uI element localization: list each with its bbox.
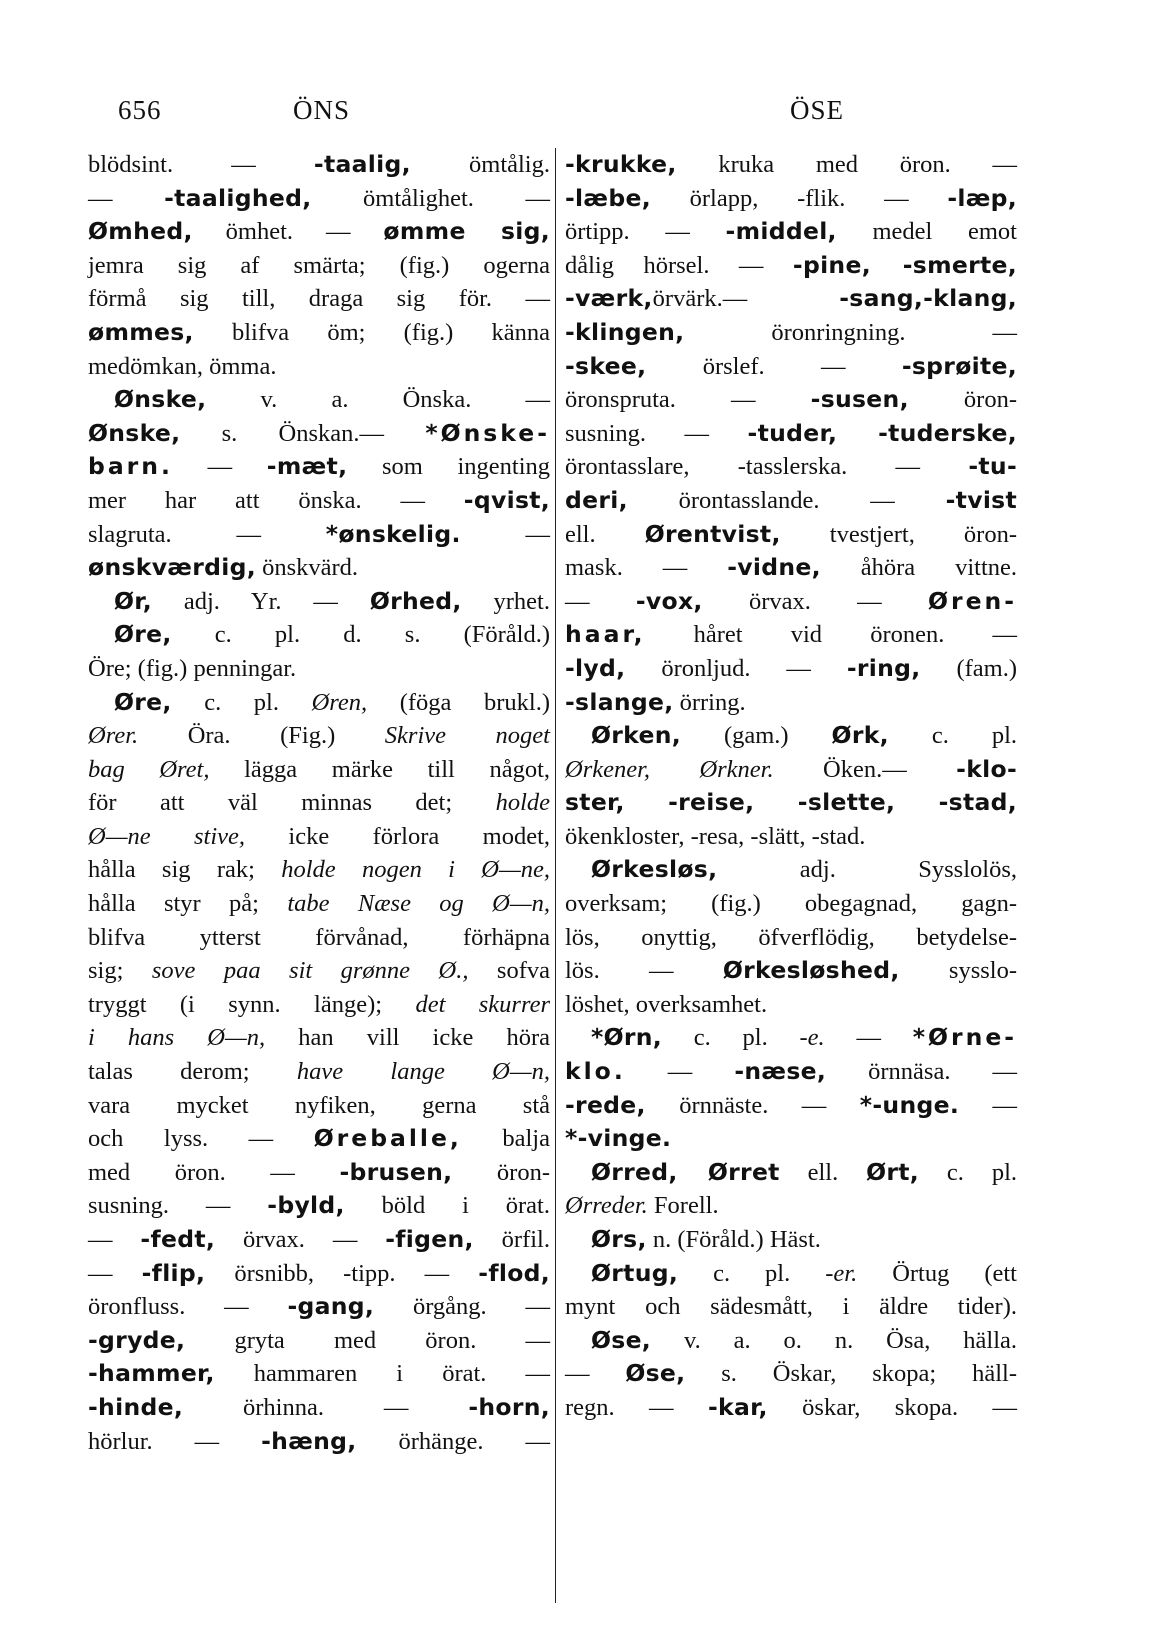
text-line [565, 686, 1017, 720]
headword: -klingen, [565, 317, 685, 346]
text-line [565, 1156, 1017, 1190]
definition-text: örhinna. — [183, 1393, 469, 1421]
text-line [565, 148, 1017, 182]
definition-text: overksam; (fig.) obegagnad, gagn- [565, 890, 1017, 918]
headword: *Ønske- [425, 418, 550, 447]
definition-text: örslef. — [646, 352, 902, 380]
headword: Ønske, [114, 385, 207, 414]
example-phrase: i hans Ø—n, [88, 1024, 266, 1052]
headword: Ønske, [88, 418, 181, 447]
text-line [88, 450, 550, 484]
text-line [565, 215, 1017, 249]
definition-text: — [824, 1024, 913, 1052]
definition-text: mask. — [565, 554, 728, 582]
definition-text: örgång. — [374, 1293, 550, 1321]
example-phrase: holde [495, 789, 550, 817]
text-line [88, 350, 550, 384]
text-line [88, 1223, 550, 1257]
text-line [565, 1223, 1017, 1257]
definition-text: — [565, 1360, 626, 1388]
text-line [88, 887, 550, 921]
page-header [118, 95, 1058, 135]
definition-text: (föga brukl.) [367, 688, 550, 716]
definition-text: Forell. [647, 1192, 719, 1220]
headword: -taalig, [313, 150, 411, 178]
definition-text: — [565, 587, 636, 615]
definition-text: — [88, 1259, 142, 1287]
definition-text: lös. — [565, 957, 723, 985]
text-line [88, 249, 550, 283]
text-line [88, 1156, 550, 1190]
text-line [88, 652, 550, 686]
definition-text: adj. Sysslolös, [717, 856, 1017, 884]
headword: Ørken, [591, 721, 681, 750]
definition-text: kruka med öron. — [676, 151, 1017, 178]
text-line [88, 954, 550, 988]
text-line [565, 1021, 1017, 1055]
text-line [565, 618, 1017, 652]
definition-text: blifva ytterst förvånad, förhäpna [88, 923, 550, 951]
definition-text: åhöra vittne. [820, 554, 1018, 582]
text-line [565, 921, 1017, 955]
headword: -taalighed, [164, 183, 312, 212]
headword: -læbe, [565, 183, 651, 212]
text-line [565, 988, 1017, 1022]
definition-text: medömkan, ömma. [88, 352, 277, 380]
definition-text: lägga märke till något, [209, 755, 551, 783]
headword: -tvist [945, 485, 1017, 514]
headword: -flip, [141, 1258, 206, 1287]
definition-text: — [88, 1226, 141, 1253]
text-line [88, 484, 550, 518]
definition-text: ökenkloster, -resa, -slätt, -stad. [565, 822, 866, 850]
headword: Ørs, [591, 1225, 647, 1253]
definition-text: n. (Föråld.) Häst. [646, 1226, 821, 1253]
left-column [88, 148, 550, 1458]
definition-text: ömhet. — [192, 218, 384, 246]
text-line [565, 1391, 1017, 1425]
headword: -læp, [947, 183, 1017, 212]
definition-text: balja [461, 1125, 550, 1153]
definition-text: tryggt (i synn. länge); [88, 990, 416, 1018]
headword: Øreballe, [313, 1124, 462, 1153]
text-line [88, 786, 550, 820]
right-column [565, 148, 1017, 1425]
text-line [88, 1324, 550, 1358]
definition-text: öronljud. — [625, 654, 847, 682]
definition-text: örontasslare, -tasslerska. — [565, 453, 969, 481]
headword: -flod, [478, 1258, 550, 1287]
definition-text: s. Öskar, skopa; häll- [685, 1360, 1017, 1388]
headword: Ørkesløshed, [722, 956, 900, 985]
headword: -vidne, [727, 553, 821, 582]
text-line [88, 1055, 550, 1089]
text-line [88, 988, 550, 1022]
text-line [88, 182, 550, 216]
text-line [565, 1089, 1017, 1123]
headword: -lyd, [565, 653, 626, 682]
column-divider [555, 148, 556, 1603]
definition-text: c. pl. [171, 688, 312, 716]
definition-text: c. pl. [919, 1158, 1017, 1186]
headword: *ønskelig. [325, 519, 461, 548]
definition-text: öronfluss. — [88, 1293, 288, 1321]
definition-text: mynt och sädesmått, i äldre tider). [565, 1293, 1017, 1321]
text-line [88, 585, 550, 619]
text-line [565, 417, 1017, 451]
definition-text: lös, onyttig, öfverflödig, betydelse- [565, 923, 1017, 951]
text-line [88, 1189, 550, 1223]
text-line [88, 551, 550, 585]
example-phrase: Skrive noget [384, 722, 550, 750]
headword: -figen, [385, 1225, 474, 1253]
text-line [565, 484, 1017, 518]
headword: -krukke, [565, 150, 677, 178]
text-line [565, 1122, 1017, 1156]
headword: klo. [565, 1057, 626, 1086]
text-line [565, 887, 1017, 921]
definition-text: ömtålig. [410, 151, 550, 178]
headword: Ømhed, [88, 217, 193, 246]
text-line [565, 182, 1017, 216]
definition-text: Öra. (Fig.) [138, 722, 385, 750]
definition-text: örnnäsa. — [826, 1058, 1017, 1086]
text-line [565, 383, 1017, 417]
example-phrase: holde nogen i Ø—ne, [281, 856, 551, 884]
headword: -hæng, [261, 1426, 357, 1455]
definition-text: talas derom; [88, 1058, 297, 1086]
definition-text: v. a. o. n. Ösa, hälla. [651, 1326, 1017, 1354]
headword: deri, [565, 485, 628, 514]
definition-text: örtipp. — [565, 218, 726, 246]
definition-text: — [625, 1058, 735, 1086]
text-line [565, 350, 1017, 384]
definition-text: med öron. — [88, 1158, 340, 1186]
headword: -værk, [565, 284, 653, 313]
headword: Ørentvist, [644, 519, 781, 548]
text-line [565, 518, 1017, 552]
headword: -byld, [267, 1191, 345, 1220]
definition-text: örsnibb, -tipp. — [205, 1259, 479, 1287]
definition-text: öron- [908, 386, 1017, 414]
headword: -gang, [287, 1292, 375, 1321]
definition-text: — [460, 520, 551, 548]
definition-text: blifva öm; (fig.) känna [193, 318, 550, 346]
definition-text: blödsint. — [88, 151, 314, 178]
text-line [565, 282, 1017, 316]
text-line [565, 954, 1017, 988]
text-line [88, 1021, 550, 1055]
text-line [565, 1324, 1017, 1358]
headword: ster, -reise, -slette, -stad, [565, 788, 1017, 817]
definition-text: slagruta. — [88, 520, 326, 548]
example-phrase: Ø—ne stive, [88, 822, 246, 850]
definition-text: medel emot [836, 218, 1017, 246]
text-line [88, 383, 550, 417]
headword: haar, [565, 620, 646, 649]
headword: -kar, [707, 1392, 768, 1421]
definition-text: örhänge. — [356, 1427, 550, 1455]
headword: Ørred, Ørret [591, 1157, 780, 1186]
headword: -rede, [565, 1090, 646, 1119]
headword: Ørkesløs, [591, 855, 718, 884]
headword: Ør, [114, 586, 152, 615]
definition-text: adj. Yr. — [151, 587, 370, 615]
headword: barn. [88, 452, 173, 481]
headword: -klo- [956, 754, 1017, 783]
text-line [88, 853, 550, 887]
definition-text: — [88, 184, 165, 212]
headword: -næse, [734, 1057, 827, 1086]
text-line [565, 820, 1017, 854]
headword: -slange, [565, 687, 674, 716]
definition-text: öskar, skopa. — [767, 1393, 1017, 1421]
text-line [565, 719, 1017, 753]
definition-text: — [172, 453, 267, 481]
definition-text: c. pl. [662, 1024, 800, 1052]
headword: -vox, [635, 586, 703, 615]
example-phrase: -er. [825, 1259, 858, 1287]
headword: -gryde, [88, 1325, 186, 1354]
definition-text: (gam.) [680, 722, 832, 750]
headword: Øse, [591, 1325, 652, 1354]
definition-text: icke förlora modet, [245, 822, 551, 850]
definition-text: örring. [673, 688, 746, 716]
definition-text: önskvärd. [255, 554, 359, 582]
text-line [88, 148, 550, 182]
definition-text: tvestjert, öron- [780, 520, 1017, 548]
text-line [565, 1189, 1017, 1223]
definition-text: c. pl. [678, 1259, 826, 1287]
headword: -fedt, [140, 1225, 216, 1253]
text-line [88, 518, 550, 552]
headword: -qvist, [463, 485, 550, 514]
definition-text: löshet, overksamhet. [565, 990, 768, 1018]
headword: *-unge. [859, 1090, 960, 1119]
text-line [88, 417, 550, 451]
headword: -hammer, [88, 1359, 215, 1388]
text-line [565, 786, 1017, 820]
headword: -susen, [810, 385, 909, 414]
example-phrase: det skurrer [415, 990, 550, 1018]
text-line [88, 1122, 550, 1156]
definition-text: Örtug (ett [857, 1259, 1017, 1287]
headword: -tuder, -tuderske, [747, 418, 1017, 447]
definition-text: regn. — [565, 1393, 708, 1421]
definition-text: jemra sig af smärta; (fig.) ogerna [88, 251, 550, 279]
text-line [88, 820, 550, 854]
definition-text: Öken.— [773, 755, 957, 783]
text-line [565, 1257, 1017, 1291]
text-line [565, 450, 1017, 484]
headword: Øre, [114, 687, 172, 716]
headword: -sang,-klang, [839, 284, 1017, 313]
definition-text: yrhet. [461, 587, 550, 615]
definition-text: örlapp, -flik. — [650, 184, 948, 212]
example-phrase: Øren, [311, 688, 368, 716]
example-phrase: bag Øret, [88, 755, 210, 783]
text-line [88, 618, 550, 652]
definition-text: mer har att önska. — [88, 486, 464, 514]
text-line [88, 1425, 550, 1459]
text-line [565, 1055, 1017, 1089]
definition-text: håret vid öronen. — [645, 621, 1017, 649]
definition-text: örvax. — [215, 1226, 386, 1253]
example-phrase: sove paa sit grønne Ø., [151, 957, 469, 985]
definition-text: som ingenting [347, 453, 551, 481]
text-line [565, 753, 1017, 787]
example-phrase: Ørkener, Ørkner. [565, 755, 774, 783]
definition-text: örontasslande. — [627, 486, 946, 514]
definition-text: v. a. Önska. — [206, 386, 550, 414]
example-phrase: -e. [799, 1024, 825, 1052]
definition-text: hörlur. — [88, 1427, 262, 1455]
definition-text: hammaren i örat. — [214, 1360, 550, 1388]
definition-text: c. pl. [888, 722, 1018, 750]
example-phrase: have lange Ø—n, [296, 1058, 550, 1086]
definition-text: sysslo- [899, 957, 1017, 985]
headword: -mæt, [266, 452, 348, 481]
definition-text: örfil. [473, 1226, 550, 1253]
definition-text: han vill icke höra [265, 1024, 550, 1052]
text-line [565, 1290, 1017, 1324]
right-guide-word: ÖSE [790, 95, 845, 125]
example-phrase: Ørreder. [565, 1192, 648, 1220]
headword: -skee, [565, 351, 647, 380]
text-line [88, 921, 550, 955]
text-line [88, 1089, 550, 1123]
definition-text: förmå sig till, draga sig för. — [88, 285, 550, 313]
text-line [88, 1290, 550, 1324]
headword: Ørhed, [369, 586, 462, 615]
text-line [565, 853, 1017, 887]
text-line [565, 1357, 1017, 1391]
headword: -pine, -smerte, [792, 250, 1017, 279]
definition-text: sig; [88, 957, 152, 985]
headword: -horn, [468, 1392, 550, 1421]
text-line [565, 249, 1017, 283]
definition-text: susning. — [565, 419, 748, 447]
definition-text: öronspruta. — [565, 386, 811, 414]
headword: Øre, [114, 620, 172, 649]
definition-text: susning. — [88, 1192, 268, 1220]
headword: ønskværdig, [88, 553, 256, 582]
definition-text: för att väl minnas det; [88, 789, 496, 817]
definition-text: böld i örat. [344, 1192, 550, 1220]
text-line [88, 1257, 550, 1291]
headword: *Ørn, [591, 1023, 663, 1052]
definition-text: örvärk.— [652, 285, 840, 313]
text-line [88, 1391, 550, 1425]
text-line [565, 316, 1017, 350]
text-line [88, 686, 550, 720]
text-line [88, 719, 550, 753]
text-line [88, 316, 550, 350]
definition-text: öronringning. — [684, 318, 1017, 346]
definition-text: (fam.) [920, 654, 1017, 682]
headword: ømme sig, [383, 217, 550, 246]
headword: *-vinge. [565, 1124, 672, 1153]
definition-text: — [959, 1091, 1018, 1119]
headword: -brusen, [339, 1157, 453, 1186]
definition-text: hålla styr på; [88, 890, 288, 918]
headword: -sprøite, [901, 351, 1017, 380]
definition-text: Öre; (fig.) penningar. [88, 654, 297, 682]
definition-text: örvax. — [702, 587, 928, 615]
text-line [88, 753, 550, 787]
headword: Ørk, [831, 721, 889, 750]
headword: Øse, [625, 1359, 686, 1388]
definition-text: örnnäste. — [645, 1091, 860, 1119]
text-line [565, 652, 1017, 686]
definition-text: gryta med öron. — [185, 1326, 550, 1354]
headword: Øren- [928, 586, 1017, 615]
headword: -tu- [968, 452, 1017, 481]
text-line [88, 1357, 550, 1391]
definition-text: ell. [565, 520, 645, 548]
text-line [565, 585, 1017, 619]
headword: Ørt, [866, 1157, 920, 1186]
left-guide-word: ÖNS [293, 95, 351, 125]
definition-text: hålla sig rak; [88, 856, 282, 884]
text-line [88, 215, 550, 249]
headword: -ring, [846, 653, 921, 682]
definition-text: och lyss. — [88, 1125, 314, 1153]
page-number: 656 [118, 95, 162, 125]
text-line [565, 551, 1017, 585]
definition-text: c. pl. d. s. (Föråld.) [171, 621, 550, 649]
headword: -middel, [725, 217, 837, 246]
example-phrase: tabe Næse og Ø—n, [287, 890, 551, 918]
example-phrase: Ører. [88, 722, 139, 750]
headword: Ørtug, [591, 1258, 679, 1287]
headword: *Ørne- [912, 1023, 1018, 1052]
text-line [88, 282, 550, 316]
definition-text: ell. [779, 1158, 867, 1186]
definition-text: s. Önskan.— [180, 419, 426, 447]
headword: -hinde, [88, 1392, 184, 1421]
definition-text: öron- [452, 1158, 550, 1186]
definition-text: vara mycket nyfiken, gerna stå [88, 1091, 550, 1119]
headword: ømmes, [88, 317, 194, 346]
definition-text: sofva [468, 957, 550, 985]
definition-text: ömtålighet. — [311, 184, 550, 212]
definition-text: dålig hörsel. — [565, 251, 793, 279]
